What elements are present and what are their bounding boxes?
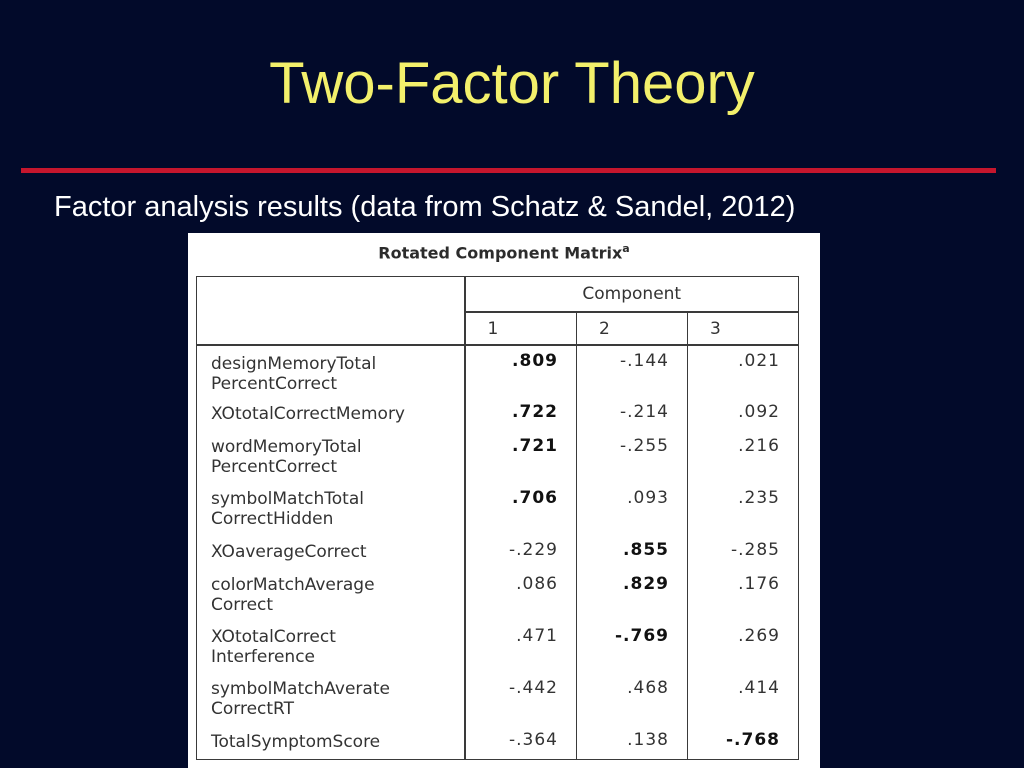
loading-value-component-2: -.769 — [577, 621, 688, 673]
title-divider — [21, 168, 996, 173]
loading-value-component-3: .235 — [688, 483, 799, 535]
matrix-caption-text: Rotated Component Matrix — [378, 243, 623, 263]
loading-value-component-1: -.442 — [465, 673, 577, 725]
table-row — [197, 535, 799, 569]
loading-value-component-3: -.285 — [688, 535, 799, 569]
loading-value-component-2: -.144 — [577, 345, 688, 397]
loading-value-component-1: .706 — [465, 483, 577, 535]
loading-value-component-2: -.214 — [577, 397, 688, 431]
variable-name: XOtotalCorrect Interference — [197, 621, 465, 673]
variable-name: symbolMatchAverate CorrectRT — [197, 673, 465, 725]
variable-name: XOaverageCorrect — [197, 535, 465, 569]
variable-name: colorMatchAverage Correct — [197, 569, 465, 621]
loading-value-component-2: .093 — [577, 483, 688, 535]
loading-value-component-3: .176 — [688, 569, 799, 621]
loading-value-component-2: .855 — [577, 535, 688, 569]
table-corner-cell — [197, 277, 465, 346]
component-matrix-table — [196, 276, 799, 760]
loading-value-component-3: .414 — [688, 673, 799, 725]
matrix-caption-superscript: a — [622, 242, 630, 255]
loading-value-component-2: .829 — [577, 569, 688, 621]
table-row — [197, 397, 799, 431]
variable-name: wordMemoryTotal PercentCorrect — [197, 431, 465, 483]
loading-value-component-2: .138 — [577, 725, 688, 759]
loading-value-component-1: .721 — [465, 431, 577, 483]
variable-name: designMemoryTotal PercentCorrect — [197, 345, 465, 397]
component-column-1: 1 — [465, 312, 577, 345]
loading-value-component-3: .021 — [688, 345, 799, 397]
slide-title: Two-Factor Theory — [269, 51, 755, 116]
loading-value-component-1: .722 — [465, 397, 577, 431]
component-header: Component — [465, 277, 799, 313]
loading-value-component-1: -.229 — [465, 535, 577, 569]
loading-value-component-3: .216 — [688, 431, 799, 483]
table-row — [197, 725, 799, 759]
component-column-3: 3 — [688, 312, 799, 345]
loading-value-component-1: .809 — [465, 345, 577, 397]
variable-name: XOtotalCorrectMemory — [197, 397, 465, 431]
component-column-2: 2 — [577, 312, 688, 345]
table-row — [197, 483, 799, 535]
table-row — [197, 673, 799, 725]
loading-value-component-1: .086 — [465, 569, 577, 621]
loading-value-component-1: .471 — [465, 621, 577, 673]
loading-value-component-3: -.768 — [688, 725, 799, 759]
variable-name: TotalSymptomScore — [197, 725, 465, 759]
loading-value-component-3: .092 — [688, 397, 799, 431]
loading-value-component-3: .269 — [688, 621, 799, 673]
table-row — [197, 431, 799, 483]
table-row — [197, 569, 799, 621]
matrix-body — [197, 345, 799, 759]
slide-subtitle: Factor analysis results (data from Schatz & Sandel, 2012) — [54, 191, 796, 223]
loading-value-component-1: -.364 — [465, 725, 577, 759]
loading-value-component-2: -.255 — [577, 431, 688, 483]
variable-name: symbolMatchTotal CorrectHidden — [197, 483, 465, 535]
table-row — [197, 345, 799, 397]
rotated-component-matrix-image — [188, 233, 820, 768]
table-row — [197, 621, 799, 673]
loading-value-component-2: .468 — [577, 673, 688, 725]
matrix-caption — [188, 242, 820, 262]
